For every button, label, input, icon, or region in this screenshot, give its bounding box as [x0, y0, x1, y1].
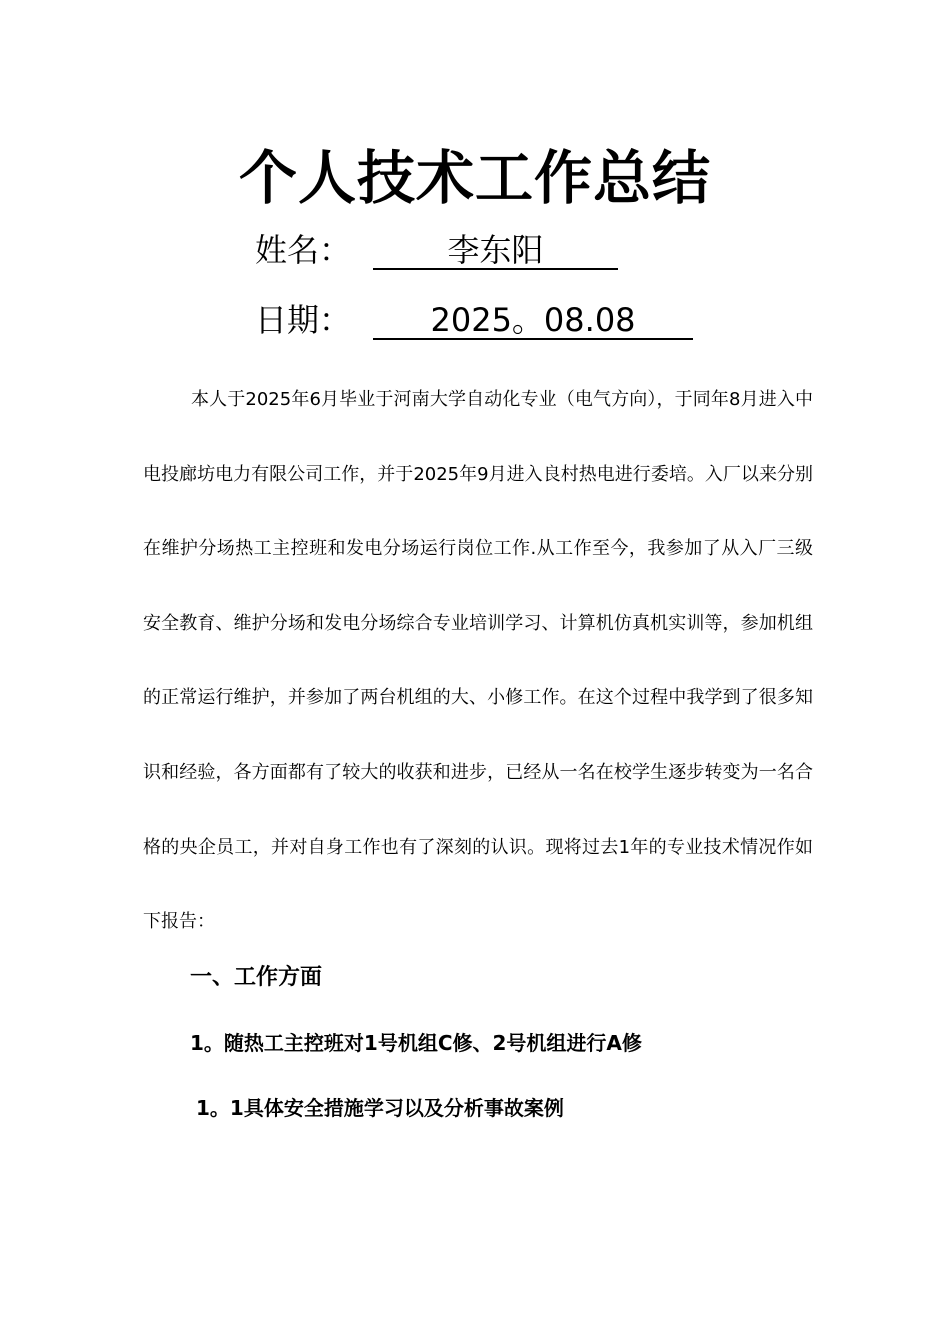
date-value: 2025。08.08 — [373, 298, 693, 340]
section-heading: 一、工作方面 — [190, 965, 323, 990]
subsection-heading: 1。随热工主控班对1号机组C修、2号机组进行A修 — [190, 1031, 642, 1055]
date-row — [255, 298, 693, 342]
document-title: 个人技术工作总结 — [238, 144, 711, 212]
name-value: 李东阳 — [373, 228, 618, 270]
subsubsection-heading: 1。1具体安全措施学习以及分析事故案例 — [196, 1096, 564, 1120]
name-label: 姓名： — [255, 231, 352, 269]
date-label: 日期： — [255, 301, 352, 339]
intro-paragraph: 本人于2025年6月毕业于河南大学自动化专业（电气方向），于同年8月进入中电投廊坊电力有限公司工作，并于2025年9月进入良村热电进行委培。入厂以来分别在维护分场热工主控班和发电分场运行岗位工作.从工作至今，我参加了从入厂三级安全教育、维护分场和发电分场综合专业培训学习、计算机仿真机实训等，参加机组的正常运行维护，并参加了两台机组的大、小修工作。在这个过程中我学到了很多知识和经验，各方面都有了较大的收获和进步，已经从一名在校学生逐步转变为一名合格的央企员工，并对自身工作也有了深刻的认识。现将过去1年的专业技术情况作如下报告： — [143, 389, 813, 933]
name-row — [255, 228, 618, 272]
